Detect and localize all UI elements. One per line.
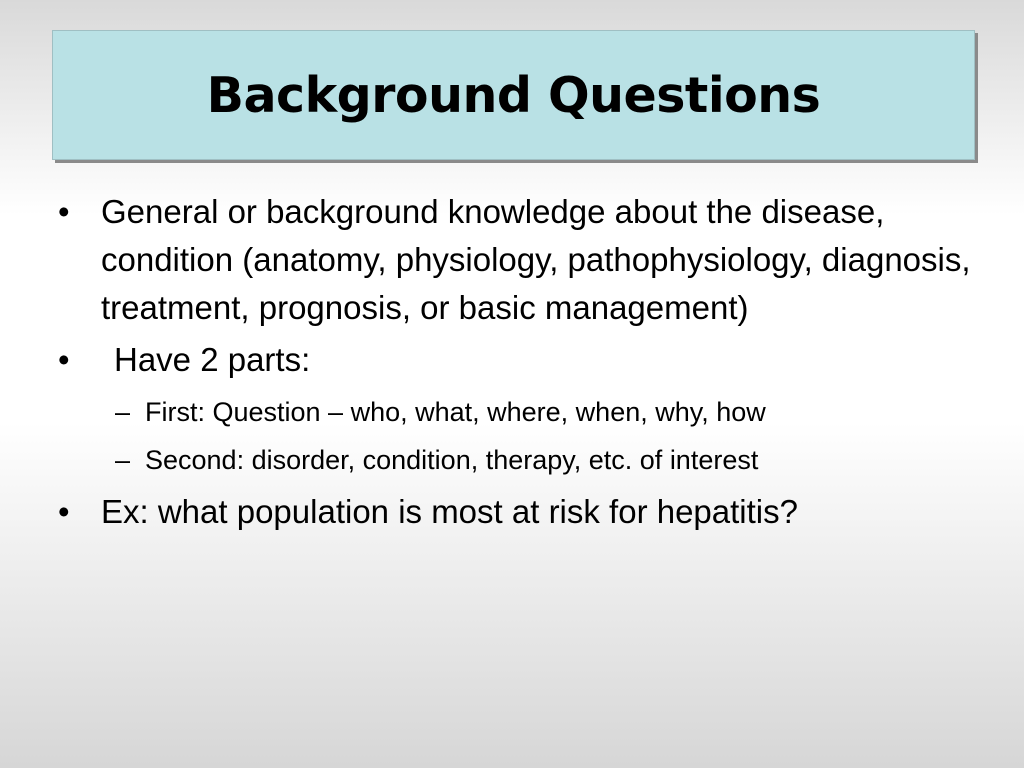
bullet-item-example xyxy=(58,488,988,536)
bullet-text: General or background knowledge about the disease, condition (anatomy, physiology, pathophysiology, diagnosis, treatment, prognosis, or basic management) xyxy=(101,193,971,326)
sub-bullet-marker: – xyxy=(115,445,131,475)
bullet-marker: • xyxy=(58,193,70,230)
bullet-text: Have 2 parts: xyxy=(114,341,311,378)
sub-bullet-text: First: Question – who, what, where, when, why, how xyxy=(145,397,766,427)
bullet-text: Ex: what population is most at risk for hepatitis? xyxy=(101,493,798,530)
sub-bullet-marker: – xyxy=(115,397,131,427)
sub-bullet-text: Second: disorder, condition, therapy, etc. of interest xyxy=(145,445,759,475)
bullet-marker: • xyxy=(58,493,70,530)
bullet-item-background-knowledge xyxy=(58,188,988,332)
bullet-list xyxy=(58,188,988,540)
sub-bullet-first xyxy=(58,388,988,436)
sub-bullet-list xyxy=(58,388,988,484)
bullet-marker: • xyxy=(58,341,70,378)
title-box xyxy=(52,30,975,160)
sub-bullet-second xyxy=(58,436,988,484)
bullet-item-two-parts xyxy=(58,336,988,384)
slide-title: Background Questions xyxy=(206,66,821,124)
